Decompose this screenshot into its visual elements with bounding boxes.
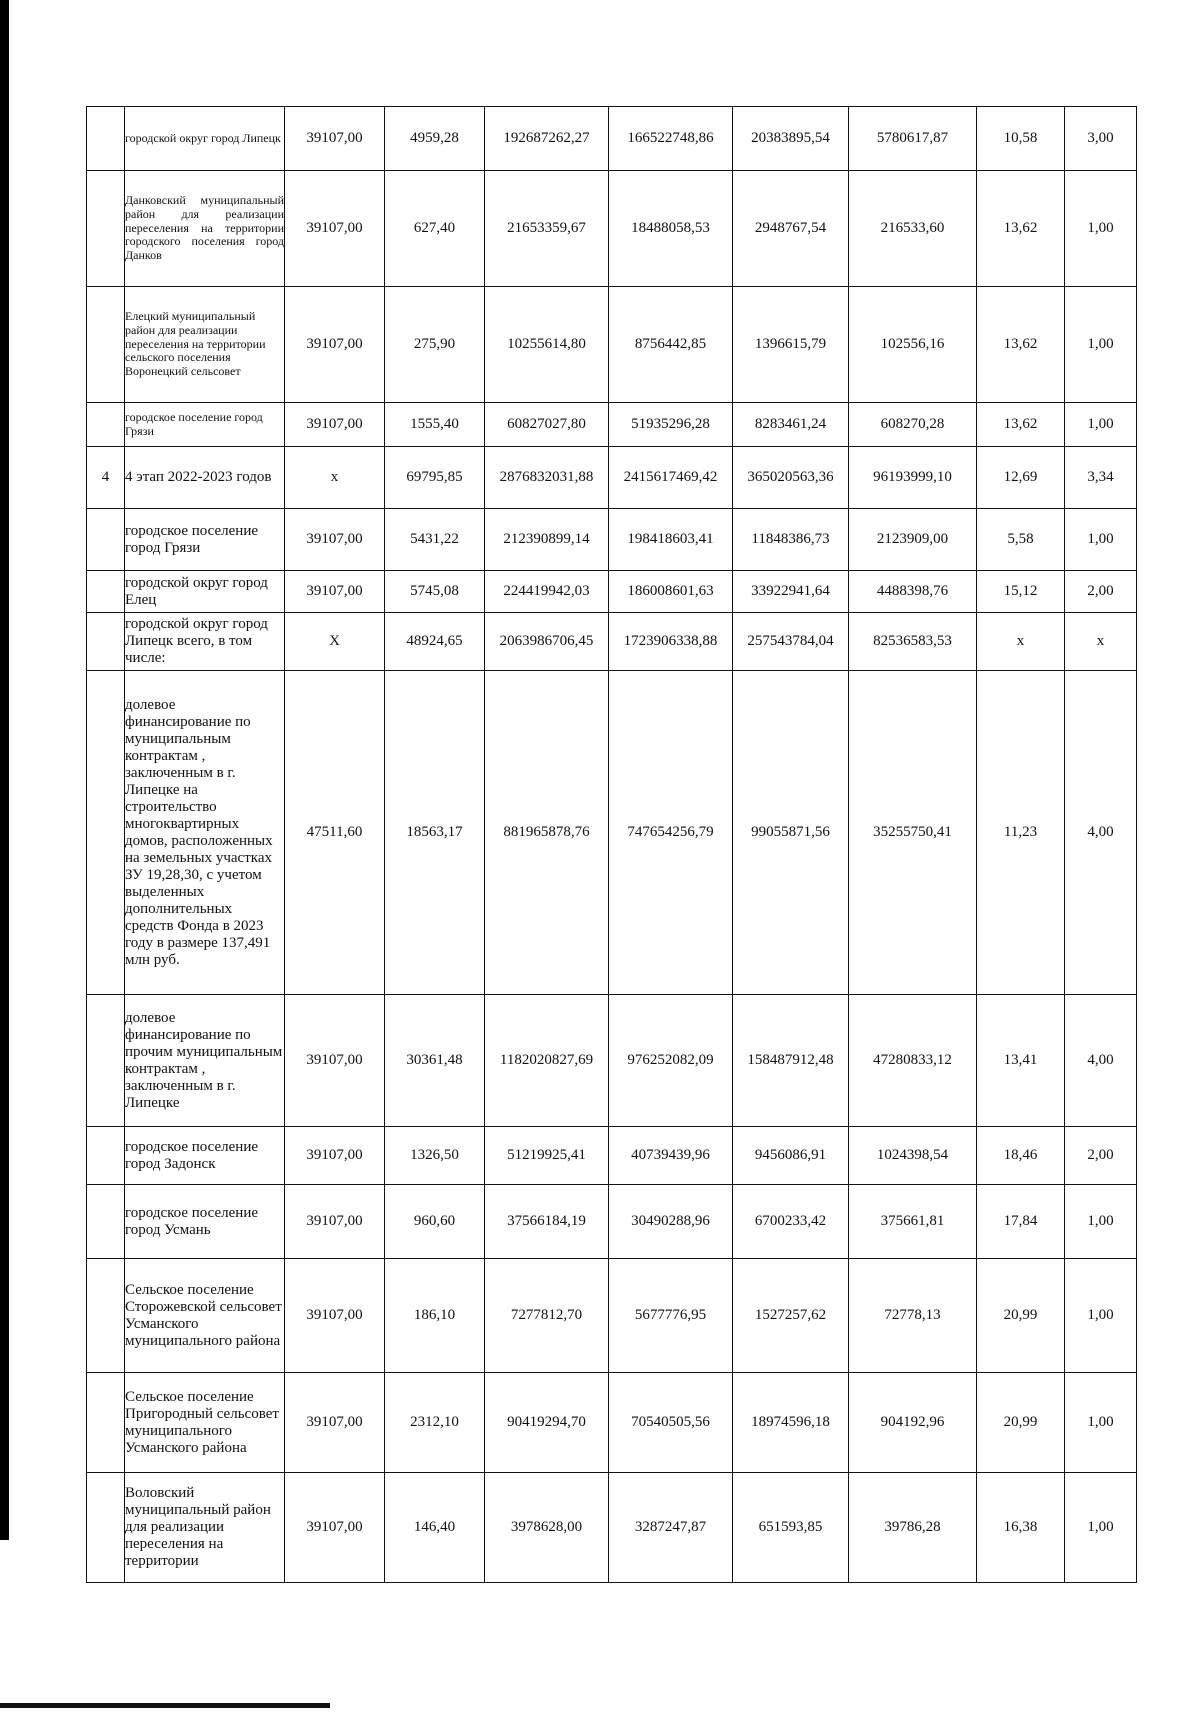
fund-funding: 40739439,96 <box>609 1127 733 1185</box>
total-funding: 90419294,70 <box>485 1373 609 1473</box>
area-sqm: 960,60 <box>385 1185 485 1259</box>
percent-value: 13,41 <box>977 995 1065 1127</box>
cost-per-sqm: 39107,00 <box>285 287 385 403</box>
resettlement-table <box>86 106 1137 1583</box>
coefficient-value: 1,00 <box>1065 171 1137 287</box>
coefficient-value: 1,00 <box>1065 1185 1137 1259</box>
percent-value: 13,62 <box>977 287 1065 403</box>
regional-funding: 99055871,56 <box>733 671 849 995</box>
percent-value: 10,58 <box>977 107 1065 171</box>
area-sqm: 275,90 <box>385 287 485 403</box>
fund-funding: 198418603,41 <box>609 509 733 571</box>
area-sqm: 1555,40 <box>385 403 485 447</box>
coefficient-value: 3,00 <box>1065 107 1137 171</box>
fund-funding: 51935296,28 <box>609 403 733 447</box>
municipality-name: долевое финансирование по прочим муниципальным контрактам , заключенным в г. Липецке <box>125 995 285 1127</box>
municipality-name: Елецкий муниципальный район для реализации переселения на территории сельского поселения Воронецкий сельсовет <box>125 287 285 403</box>
percent-value: 15,12 <box>977 571 1065 613</box>
percent-value: 13,62 <box>977 171 1065 287</box>
fund-funding: 747654256,79 <box>609 671 733 995</box>
percent-value: 20,99 <box>977 1259 1065 1373</box>
municipality-name: городское поселение город Усмань <box>125 1185 285 1259</box>
percent-value: 20,99 <box>977 1373 1065 1473</box>
total-funding: 37566184,19 <box>485 1185 609 1259</box>
municipality-name: городское поселение город Грязи <box>125 509 285 571</box>
fund-funding: 2415617469,42 <box>609 447 733 509</box>
regional-funding: 20383895,54 <box>733 107 849 171</box>
regional-funding: 257543784,04 <box>733 613 849 671</box>
municipality-name: Воловский муниципальный район для реализации переселения на территории <box>125 1473 285 1583</box>
coefficient-value: 1,00 <box>1065 403 1137 447</box>
regional-funding: 9456086,91 <box>733 1127 849 1185</box>
table-row <box>87 447 1137 509</box>
row-index <box>87 995 125 1127</box>
row-index <box>87 571 125 613</box>
cost-per-sqm: 39107,00 <box>285 995 385 1127</box>
municipality-name: Данковский муниципальный район для реализации переселения на территории городского поселения город Данков <box>125 171 285 287</box>
fund-funding: 8756442,85 <box>609 287 733 403</box>
coefficient-value: 4,00 <box>1065 995 1137 1127</box>
cost-per-sqm: 39107,00 <box>285 1127 385 1185</box>
total-funding: 2063986706,45 <box>485 613 609 671</box>
municipality-name: 4 этап 2022-2023 годов <box>125 447 285 509</box>
fund-funding: 1723906338,88 <box>609 613 733 671</box>
municipality-name: городской округ город Елец <box>125 571 285 613</box>
row-index <box>87 107 125 171</box>
total-funding: 212390899,14 <box>485 509 609 571</box>
area-sqm: 146,40 <box>385 1473 485 1583</box>
cost-per-sqm: 39107,00 <box>285 1185 385 1259</box>
local-funding: 47280833,12 <box>849 995 977 1127</box>
total-funding: 3978628,00 <box>485 1473 609 1583</box>
table-row <box>87 671 1137 995</box>
fund-funding: 5677776,95 <box>609 1259 733 1373</box>
row-index <box>87 509 125 571</box>
table-row <box>87 995 1137 1127</box>
local-funding: 4488398,76 <box>849 571 977 613</box>
municipality-name: городской округ город Липецк всего, в том числе: <box>125 613 285 671</box>
cost-per-sqm: 39107,00 <box>285 509 385 571</box>
coefficient-value: 1,00 <box>1065 287 1137 403</box>
regional-funding: 6700233,42 <box>733 1185 849 1259</box>
local-funding: 216533,60 <box>849 171 977 287</box>
area-sqm: 2312,10 <box>385 1373 485 1473</box>
cost-per-sqm: 39107,00 <box>285 571 385 613</box>
table-row <box>87 1473 1137 1583</box>
local-funding: 35255750,41 <box>849 671 977 995</box>
total-funding: 881965878,76 <box>485 671 609 995</box>
table-row <box>87 613 1137 671</box>
row-index <box>87 1185 125 1259</box>
coefficient-value: 1,00 <box>1065 509 1137 571</box>
table-row <box>87 509 1137 571</box>
table-row <box>87 1373 1137 1473</box>
local-funding: 1024398,54 <box>849 1127 977 1185</box>
cost-per-sqm: 39107,00 <box>285 1373 385 1473</box>
area-sqm: 1326,50 <box>385 1127 485 1185</box>
coefficient-value: 4,00 <box>1065 671 1137 995</box>
local-funding: 96193999,10 <box>849 447 977 509</box>
percent-value: 18,46 <box>977 1127 1065 1185</box>
row-index: 4 <box>87 447 125 509</box>
row-index <box>87 287 125 403</box>
coefficient-value: 1,00 <box>1065 1373 1137 1473</box>
fund-funding: 976252082,09 <box>609 995 733 1127</box>
coefficient-value: 2,00 <box>1065 1127 1137 1185</box>
municipality-name: городской округ город Липецк <box>125 107 285 171</box>
table-row <box>87 287 1137 403</box>
row-index <box>87 671 125 995</box>
scan-bottom-mark <box>0 1703 330 1708</box>
area-sqm: 627,40 <box>385 171 485 287</box>
row-index <box>87 613 125 671</box>
regional-funding: 11848386,73 <box>733 509 849 571</box>
fund-funding: 3287247,87 <box>609 1473 733 1583</box>
regional-funding: 18974596,18 <box>733 1373 849 1473</box>
total-funding: 1182020827,69 <box>485 995 609 1127</box>
local-funding: 2123909,00 <box>849 509 977 571</box>
percent-value: 11,23 <box>977 671 1065 995</box>
local-funding: 904192,96 <box>849 1373 977 1473</box>
percent-value: 13,62 <box>977 403 1065 447</box>
percent-value: 16,38 <box>977 1473 1065 1583</box>
coefficient-value: 3,34 <box>1065 447 1137 509</box>
regional-funding: 1527257,62 <box>733 1259 849 1373</box>
regional-funding: 365020563,36 <box>733 447 849 509</box>
regional-funding: 8283461,24 <box>733 403 849 447</box>
local-funding: 375661,81 <box>849 1185 977 1259</box>
area-sqm: 69795,85 <box>385 447 485 509</box>
total-funding: 10255614,80 <box>485 287 609 403</box>
area-sqm: 48924,65 <box>385 613 485 671</box>
regional-funding: 1396615,79 <box>733 287 849 403</box>
row-index <box>87 1259 125 1373</box>
cost-per-sqm: Х <box>285 613 385 671</box>
local-funding: 5780617,87 <box>849 107 977 171</box>
row-index <box>87 1473 125 1583</box>
fund-funding: 30490288,96 <box>609 1185 733 1259</box>
total-funding: 7277812,70 <box>485 1259 609 1373</box>
table-row <box>87 1127 1137 1185</box>
area-sqm: 5431,22 <box>385 509 485 571</box>
local-funding: 82536583,53 <box>849 613 977 671</box>
area-sqm: 30361,48 <box>385 995 485 1127</box>
cost-per-sqm: 39107,00 <box>285 1473 385 1583</box>
row-index <box>87 171 125 287</box>
local-funding: 102556,16 <box>849 287 977 403</box>
table-row <box>87 571 1137 613</box>
coefficient-value: 1,00 <box>1065 1473 1137 1583</box>
fund-funding: 186008601,63 <box>609 571 733 613</box>
municipality-name: городское поселение город Грязи <box>125 403 285 447</box>
local-funding: 72778,13 <box>849 1259 977 1373</box>
coefficient-value: 2,00 <box>1065 571 1137 613</box>
municipality-name: долевое финансирование по муниципальным контрактам , заключенным в г. Липецке на строительство многоквартирных домов, расположенных на земельных участках ЗУ 19,28,30, с учетом выделенных дополнительных средств Фонда в 2023 году в размере 137,491 млн руб. <box>125 671 285 995</box>
coefficient-value: 1,00 <box>1065 1259 1137 1373</box>
regional-funding: 33922941,64 <box>733 571 849 613</box>
cost-per-sqm: 39107,00 <box>285 171 385 287</box>
row-index <box>87 1373 125 1473</box>
municipality-name: городское поселение город Задонск <box>125 1127 285 1185</box>
total-funding: 21653359,67 <box>485 171 609 287</box>
fund-funding: 18488058,53 <box>609 171 733 287</box>
percent-value: 5,58 <box>977 509 1065 571</box>
total-funding: 2876832031,88 <box>485 447 609 509</box>
local-funding: 39786,28 <box>849 1473 977 1583</box>
table-row <box>87 1259 1137 1373</box>
row-index <box>87 403 125 447</box>
municipality-name: Сельское поселение Пригородный сельсовет муниципального Усманского района <box>125 1373 285 1473</box>
regional-funding: 651593,85 <box>733 1473 849 1583</box>
area-sqm: 4959,28 <box>385 107 485 171</box>
percent-value: х <box>977 613 1065 671</box>
cost-per-sqm: 39107,00 <box>285 107 385 171</box>
municipality-name: Сельское поселение Сторожевской сельсовет Усманского муниципального района <box>125 1259 285 1373</box>
regional-funding: 158487912,48 <box>733 995 849 1127</box>
row-index <box>87 1127 125 1185</box>
local-funding: 608270,28 <box>849 403 977 447</box>
table-row <box>87 403 1137 447</box>
area-sqm: 5745,08 <box>385 571 485 613</box>
fund-funding: 70540505,56 <box>609 1373 733 1473</box>
percent-value: 17,84 <box>977 1185 1065 1259</box>
area-sqm: 18563,17 <box>385 671 485 995</box>
fund-funding: 166522748,86 <box>609 107 733 171</box>
cost-per-sqm: 47511,60 <box>285 671 385 995</box>
table-row <box>87 1185 1137 1259</box>
cost-per-sqm: x <box>285 447 385 509</box>
total-funding: 192687262,27 <box>485 107 609 171</box>
total-funding: 224419942,03 <box>485 571 609 613</box>
cost-per-sqm: 39107,00 <box>285 1259 385 1373</box>
table-row <box>87 107 1137 171</box>
total-funding: 51219925,41 <box>485 1127 609 1185</box>
area-sqm: 186,10 <box>385 1259 485 1373</box>
coefficient-value: х <box>1065 613 1137 671</box>
total-funding: 60827027,80 <box>485 403 609 447</box>
scan-left-edge <box>0 0 9 1540</box>
table-row <box>87 171 1137 287</box>
cost-per-sqm: 39107,00 <box>285 403 385 447</box>
regional-funding: 2948767,54 <box>733 171 849 287</box>
percent-value: 12,69 <box>977 447 1065 509</box>
